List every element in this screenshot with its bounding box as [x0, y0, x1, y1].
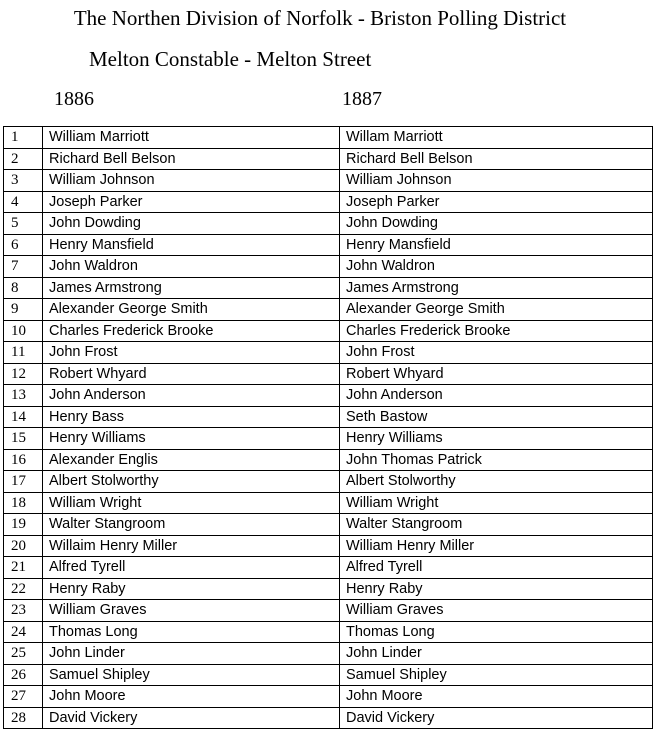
voter-name-1886: John Anderson — [43, 385, 340, 407]
voter-name-1887: Henry Mansfield — [340, 234, 653, 256]
voter-register-body — [4, 127, 653, 729]
row-number: 18 — [4, 492, 43, 514]
table-row — [4, 514, 653, 536]
voter-name-1887: Albert Stolworthy — [340, 471, 653, 493]
year-heading-1886: 1886 — [54, 88, 94, 110]
table-row — [4, 385, 653, 407]
row-number: 13 — [4, 385, 43, 407]
row-number: 16 — [4, 449, 43, 471]
voter-name-1886: William Johnson — [43, 170, 340, 192]
voter-name-1887: John Dowding — [340, 213, 653, 235]
table-row — [4, 191, 653, 213]
table-row — [4, 471, 653, 493]
voter-name-1886: Alfred Tyrell — [43, 557, 340, 579]
table-row — [4, 170, 653, 192]
voter-name-1887: Charles Frederick Brooke — [340, 320, 653, 342]
row-number: 14 — [4, 406, 43, 428]
voter-name-1887: Thomas Long — [340, 621, 653, 643]
voter-name-1886: John Waldron — [43, 256, 340, 278]
row-number: 4 — [4, 191, 43, 213]
voter-name-1886: Willaim Henry Miller — [43, 535, 340, 557]
row-number: 3 — [4, 170, 43, 192]
table-row — [4, 342, 653, 364]
row-number: 10 — [4, 320, 43, 342]
row-number: 25 — [4, 643, 43, 665]
voter-name-1887: Willam Marriott — [340, 127, 653, 149]
voter-name-1887: John Moore — [340, 686, 653, 708]
table-row — [4, 320, 653, 342]
voter-name-1886: Charles Frederick Brooke — [43, 320, 340, 342]
voter-name-1887: John Anderson — [340, 385, 653, 407]
row-number: 22 — [4, 578, 43, 600]
voter-name-1887: William Graves — [340, 600, 653, 622]
document-title: The Northen Division of Norfolk - Briston Polling District — [73, 6, 567, 30]
table-row — [4, 127, 653, 149]
table-row — [4, 492, 653, 514]
row-number: 6 — [4, 234, 43, 256]
voter-name-1886: Richard Bell Belson — [43, 148, 340, 170]
voter-name-1887: Richard Bell Belson — [340, 148, 653, 170]
table-row — [4, 578, 653, 600]
row-number: 2 — [4, 148, 43, 170]
table-row — [4, 707, 653, 729]
row-number: 8 — [4, 277, 43, 299]
row-number: 19 — [4, 514, 43, 536]
voter-name-1886: Samuel Shipley — [43, 664, 340, 686]
table-row — [4, 664, 653, 686]
voter-name-1887: John Waldron — [340, 256, 653, 278]
voter-name-1886: William Graves — [43, 600, 340, 622]
voter-name-1886: Henry Bass — [43, 406, 340, 428]
voter-name-1887: Walter Stangroom — [340, 514, 653, 536]
voter-name-1887: Alfred Tyrell — [340, 557, 653, 579]
row-number: 5 — [4, 213, 43, 235]
row-number: 27 — [4, 686, 43, 708]
voter-name-1887: William Johnson — [340, 170, 653, 192]
table-row — [4, 621, 653, 643]
voter-name-1887: Seth Bastow — [340, 406, 653, 428]
table-row — [4, 449, 653, 471]
voter-name-1886: Albert Stolworthy — [43, 471, 340, 493]
voter-name-1887: John Thomas Patrick — [340, 449, 653, 471]
voter-name-1887: Robert Whyard — [340, 363, 653, 385]
voter-name-1887: Henry Raby — [340, 578, 653, 600]
document-subtitle: Melton Constable - Melton Street — [89, 47, 372, 71]
row-number: 26 — [4, 664, 43, 686]
voter-name-1886: John Frost — [43, 342, 340, 364]
voter-register-table — [3, 126, 653, 729]
voter-name-1886: Robert Whyard — [43, 363, 340, 385]
row-number: 28 — [4, 707, 43, 729]
table-row — [4, 277, 653, 299]
table-row — [4, 148, 653, 170]
voter-name-1887: James Armstrong — [340, 277, 653, 299]
table-row — [4, 557, 653, 579]
year-heading-1887: 1887 — [342, 88, 382, 110]
row-number: 7 — [4, 256, 43, 278]
row-number: 9 — [4, 299, 43, 321]
voter-name-1887: John Linder — [340, 643, 653, 665]
voter-name-1887: Joseph Parker — [340, 191, 653, 213]
voter-name-1886: David Vickery — [43, 707, 340, 729]
voter-name-1886: Henry Mansfield — [43, 234, 340, 256]
voter-name-1886: Walter Stangroom — [43, 514, 340, 536]
row-number: 17 — [4, 471, 43, 493]
voter-name-1886: Alexander Englis — [43, 449, 340, 471]
table-row — [4, 234, 653, 256]
voter-name-1886: William Marriott — [43, 127, 340, 149]
row-number: 12 — [4, 363, 43, 385]
voter-name-1886: Henry Raby — [43, 578, 340, 600]
table-row — [4, 256, 653, 278]
row-number: 1 — [4, 127, 43, 149]
table-row — [4, 600, 653, 622]
table-row — [4, 643, 653, 665]
voter-name-1887: William Wright — [340, 492, 653, 514]
voter-name-1886: James Armstrong — [43, 277, 340, 299]
row-number: 21 — [4, 557, 43, 579]
table-row — [4, 299, 653, 321]
table-row — [4, 363, 653, 385]
voter-name-1887: Samuel Shipley — [340, 664, 653, 686]
voter-name-1886: John Linder — [43, 643, 340, 665]
table-row — [4, 535, 653, 557]
voter-name-1887: Alexander George Smith — [340, 299, 653, 321]
voter-name-1886: John Dowding — [43, 213, 340, 235]
row-number: 20 — [4, 535, 43, 557]
table-row — [4, 406, 653, 428]
voter-name-1887: Henry Williams — [340, 428, 653, 450]
table-row — [4, 213, 653, 235]
voter-name-1887: David Vickery — [340, 707, 653, 729]
table-row — [4, 686, 653, 708]
row-number: 11 — [4, 342, 43, 364]
row-number: 23 — [4, 600, 43, 622]
row-number: 15 — [4, 428, 43, 450]
row-number: 24 — [4, 621, 43, 643]
voter-name-1886: Thomas Long — [43, 621, 340, 643]
voter-name-1887: William Henry Miller — [340, 535, 653, 557]
voter-name-1887: John Frost — [340, 342, 653, 364]
voter-name-1886: William Wright — [43, 492, 340, 514]
table-row — [4, 428, 653, 450]
voter-name-1886: John Moore — [43, 686, 340, 708]
voter-name-1886: Joseph Parker — [43, 191, 340, 213]
voter-name-1886: Alexander George Smith — [43, 299, 340, 321]
voter-name-1886: Henry Williams — [43, 428, 340, 450]
